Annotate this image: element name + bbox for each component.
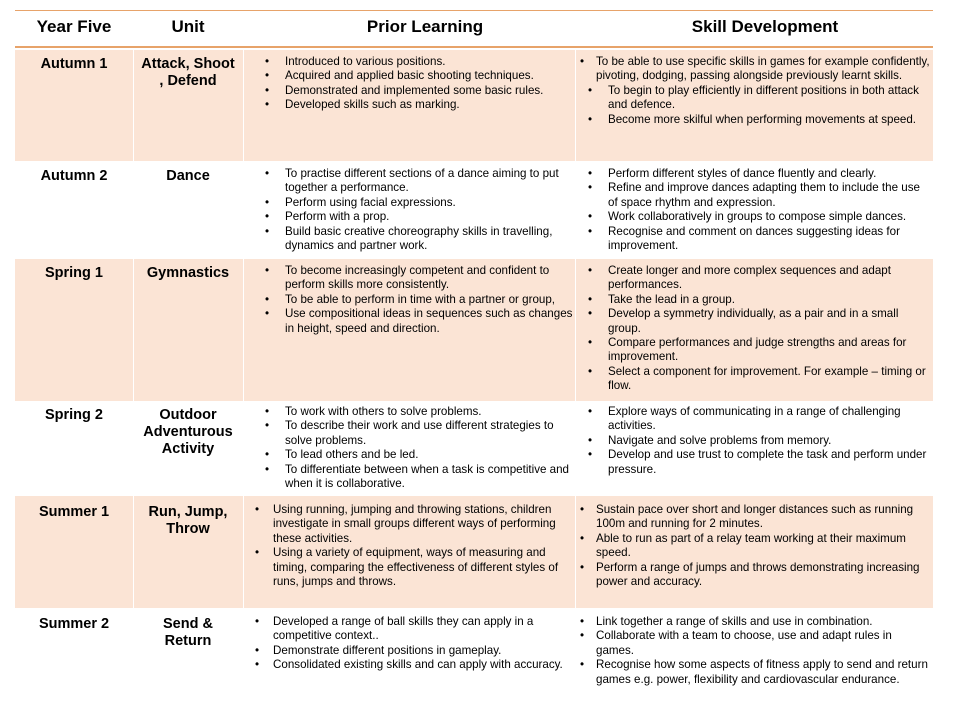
unit-cell	[133, 265, 243, 282]
unit-cell	[133, 56, 243, 90]
prior-learning-list	[273, 615, 575, 673]
list-item: • Perform different styles of dance fluently and clearly.	[608, 167, 930, 181]
unit-line: Attack, Shoot	[141, 56, 235, 72]
list-item: • Consolidated existing skills and can apply with accuracy.	[273, 658, 575, 672]
table-row	[15, 161, 933, 259]
list-item: • Developed a range of ball skills they can apply in a competitive context..	[273, 615, 575, 644]
skill-development-list	[608, 264, 930, 394]
table-row	[15, 259, 933, 401]
list-item: • Perform a range of jumps and throws demonstrating increasing power and accuracy.	[596, 561, 930, 590]
list-item: • To become increasingly competent and confident to perform skills more consistently.	[285, 264, 575, 293]
list-item: • Become more skilful when performing movements at speed.	[608, 113, 930, 127]
list-item: • To work with others to solve problems.	[285, 405, 575, 419]
skill-development-list	[608, 405, 930, 477]
unit-line: Adventurous	[143, 424, 233, 440]
skill-development-list	[596, 503, 930, 589]
table-header	[15, 10, 933, 48]
list-item: • Compare performances and judge strengths and areas for improvement.	[608, 336, 930, 365]
list-item: • Explore ways of communicating in a range of challenging activities.	[608, 405, 930, 434]
list-item: • Demonstrated and implemented some basic rules.	[285, 84, 575, 98]
list-item: • To lead others and be led.	[285, 448, 575, 462]
list-item: • Acquired and applied basic shooting techniques.	[285, 69, 575, 83]
list-item: • Developed skills such as marking.	[285, 98, 575, 112]
prior-learning-list	[285, 405, 575, 491]
list-item: • Introduced to various positions.	[285, 55, 575, 69]
unit-line: Dance	[166, 168, 210, 184]
list-item: • Build basic creative choreography skills in travelling, dynamics and partner work.	[285, 225, 575, 254]
header-unit: Unit	[171, 17, 205, 36]
unit-line: Send &	[163, 616, 213, 632]
column-divider	[575, 50, 576, 161]
list-item: • Collaborate with a team to choose, use and adapt rules in games.	[596, 629, 930, 658]
list-item: • To be able to use specific skills in games for example confidently, pivoting, dodging, passing alongside previously learnt skills.	[596, 55, 930, 84]
list-item: • Take the lead in a group.	[608, 293, 930, 307]
list-item: • Link together a range of skills and use in combination.	[596, 615, 930, 629]
list-item: • Recognise and comment on dances suggesting ideas for improvement.	[608, 225, 930, 254]
table-row	[15, 401, 933, 496]
table-row	[15, 496, 933, 608]
list-item: • Recognise how some aspects of fitness apply to send and return games e.g. power, flexibility and cardiovascular endurance.	[596, 658, 930, 687]
list-item: • Perform with a prop.	[285, 210, 575, 224]
header-year: Year Five	[36, 17, 112, 36]
list-item: • To describe their work and use different strategies to solve problems.	[285, 419, 575, 448]
list-item: • To practise different sections of a dance aiming to put together a performance.	[285, 167, 575, 196]
unit-cell	[133, 616, 243, 650]
unit-line: Run, Jump,	[148, 504, 228, 520]
list-item: • To differentiate between when a task is competitive and when it is collaborative.	[285, 463, 575, 492]
list-item: • Develop and use trust to complete the task and perform under pressure.	[608, 448, 930, 477]
list-item: • Demonstrate different positions in gameplay.	[273, 644, 575, 658]
header-skill-development: Skill Development	[691, 17, 839, 36]
list-item: • Refine and improve dances adapting them to include the use of space rhythm and expression.	[608, 181, 930, 210]
list-item: • Work collaboratively in groups to compose simple dances.	[608, 210, 930, 224]
table-row	[15, 50, 933, 161]
unit-line: Activity	[161, 441, 215, 457]
year-cell: Autumn 2	[40, 168, 108, 184]
skill-development-list	[596, 55, 930, 127]
column-divider	[575, 259, 576, 401]
list-item: • To begin to play efficiently in different positions in both attack and defence.	[608, 84, 930, 113]
prior-learning-list	[273, 503, 575, 589]
table-row	[15, 608, 933, 709]
header-prior-learning: Prior Learning	[366, 17, 484, 36]
list-item: • To be able to perform in time with a partner or group,	[285, 293, 575, 307]
column-divider	[243, 496, 244, 608]
list-item: • Using running, jumping and throwing stations, children investigate in small groups different ways of performing these activities.	[273, 503, 575, 546]
unit-cell	[133, 504, 243, 538]
list-item: • Use compositional ideas in sequences such as changes in height, speed and direction.	[285, 307, 575, 336]
skill-development-list	[596, 615, 930, 687]
unit-line: Return	[164, 633, 212, 649]
list-item: • Develop a symmetry individually, as a pair and in a small group.	[608, 307, 930, 336]
year-cell: Summer 2	[38, 616, 110, 632]
column-divider	[575, 496, 576, 608]
column-divider	[243, 50, 244, 161]
list-item: • Perform using facial expressions.	[285, 196, 575, 210]
unit-cell	[133, 407, 243, 458]
prior-learning-list	[285, 167, 575, 253]
skill-development-list	[608, 167, 930, 253]
list-item: • Sustain pace over short and longer distances such as running 100m and running for 2 minutes.	[596, 503, 930, 532]
prior-learning-list	[285, 55, 575, 113]
unit-cell	[133, 168, 243, 185]
year-cell: Spring 1	[44, 265, 103, 281]
list-item: • Navigate and solve problems from memory.	[608, 434, 930, 448]
list-item: • Using a variety of equipment, ways of measuring and timing, comparing the effectiveness of different styles of runs, jumps and throws.	[273, 546, 575, 589]
list-item: • Able to run as part of a relay team working at their maximum speed.	[596, 532, 930, 561]
column-divider	[243, 259, 244, 401]
unit-line: Gymnastics	[146, 265, 230, 281]
year-cell: Autumn 1	[40, 56, 108, 72]
list-item: • Select a component for improvement. For example – timing or flow.	[608, 365, 930, 394]
unit-line: Throw	[166, 521, 210, 537]
year-cell: Spring 2	[44, 407, 103, 423]
unit-line: Outdoor	[159, 407, 217, 423]
list-item: • Create longer and more complex sequences and adapt performances.	[608, 264, 930, 293]
prior-learning-list	[285, 264, 575, 336]
unit-line: , Defend	[159, 73, 217, 89]
year-cell: Summer 1	[38, 504, 110, 520]
